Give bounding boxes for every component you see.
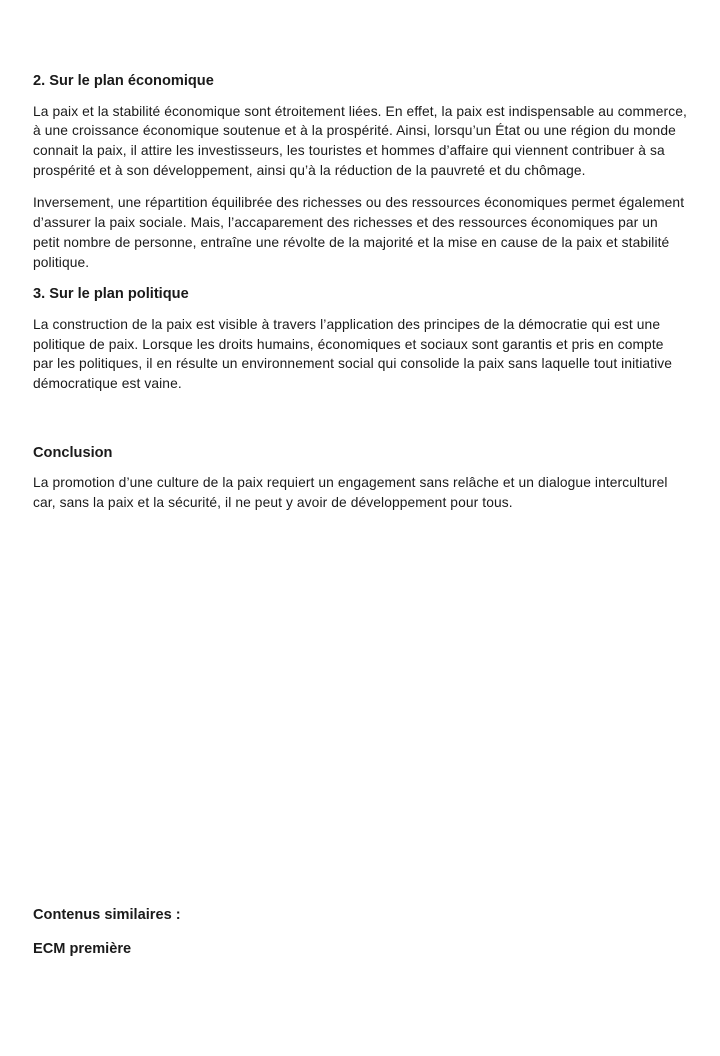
paragraph-political: La construction de la paix est visible à travers l’application des principes de la démocratie qui est une politique de paix. Lorsque les droits humains, économiques et sociaux sont garantis et pris en compte par les politiques, il en résulte un environnement social qui consolide la paix sans laquelle tout initiative démocratique est vaine. — [33, 316, 673, 391]
section-heading-conclusion: Conclusion — [33, 444, 113, 461]
related-content-label: Contenus similaires : — [33, 906, 181, 923]
related-content-item — [33, 940, 687, 960]
section-heading-political: 3. Sur le plan politique — [33, 286, 189, 303]
related-link-ecm-premiere[interactable]: ECM première — [33, 941, 132, 958]
section-heading-economic: 2. Sur le plan économique — [33, 73, 214, 89]
document-page — [0, 72, 720, 1056]
paragraph-conclusion: La promotion d’une culture de la paix requiert un engagement sans relâche et un dialogue interculturel car, sans la paix et la sécurité, il ne peut y avoir de développement pour tous. — [33, 475, 668, 510]
paragraph-economic-1: La paix et la stabilité économique sont étroitement liées. En effet, la paix est indispensable au commerce, à une croissance économique soutenue et à la prospérité. Ainsi, lorsqu’un État ou une région du monde connait la paix, il attire les investisseurs, les touristes et hommes d’affaire qui viennent contribuer à sa prospérité et à son développement, ainsi qu’à la réduction de la pauvreté et du chômage. — [33, 103, 687, 178]
paragraph-economic-2: Inversement, une répartition équilibrée des richesses ou des ressources économiques permet également d’assurer la paix sociale. Mais, l’accaparement des richesses et des ressources économiques par un petit nombre de personne, entraîne une révolte de la majorité et la mise en cause de la paix et stabilité politique. — [33, 195, 685, 270]
